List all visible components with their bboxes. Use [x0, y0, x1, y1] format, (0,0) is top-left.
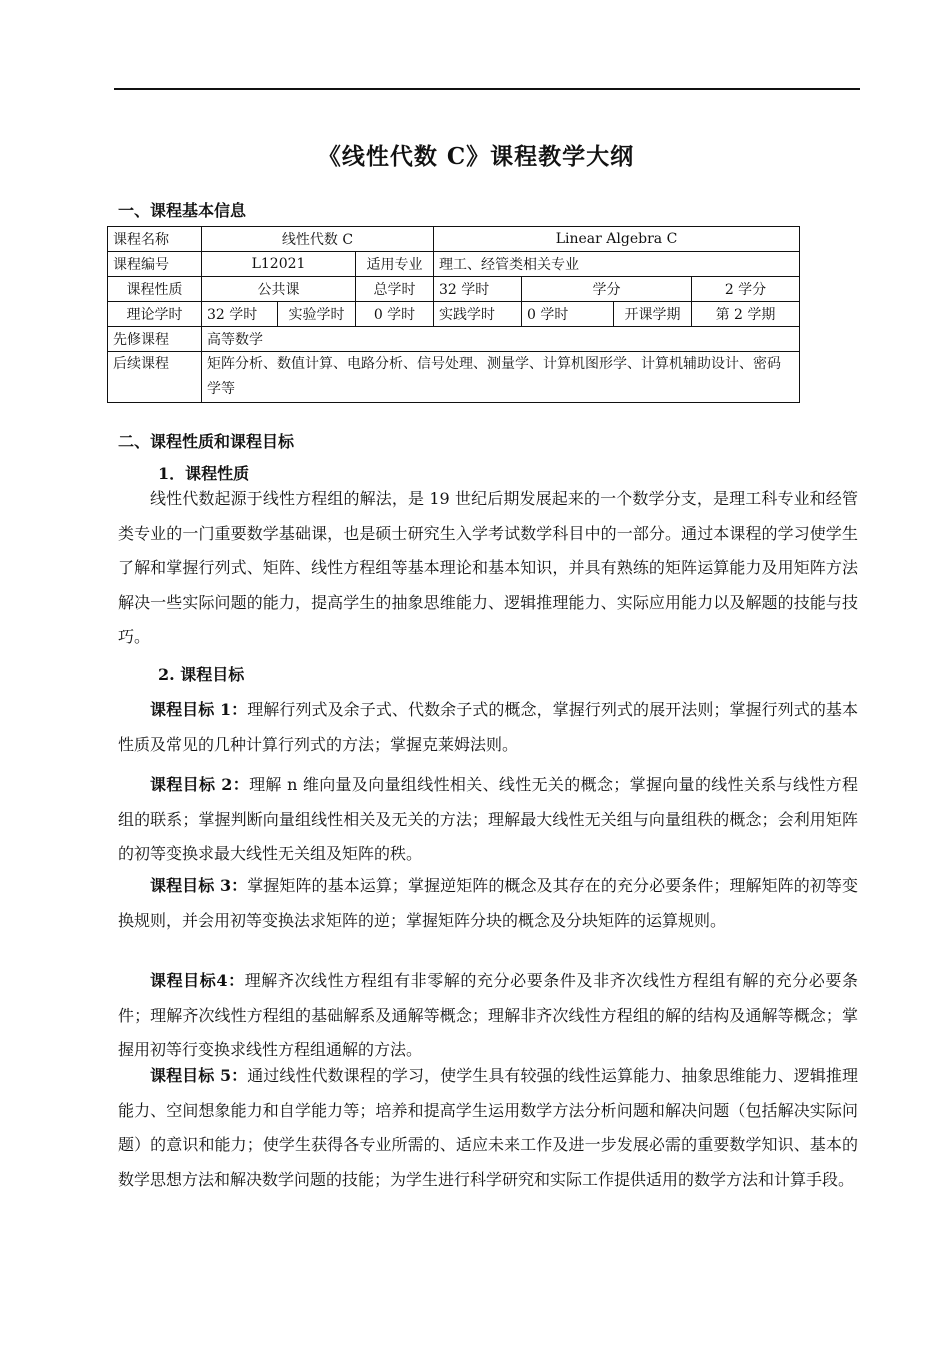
course-goal-4 — [118, 964, 858, 1068]
total-hours-label: 总学时 — [356, 277, 434, 302]
goal-text: 理解 n 维向量及向量组线性相关、线性无关的概念；掌握向量的线性关系与线性方程组的联系；掌握判断向量组线性相关及无关的方法；理解最大线性无关组与向量组秩的概念；会利用矩阵的初等变换求最大线性无关组及矩阵的秩。 — [118, 775, 858, 863]
goal-label: 课程目标4： — [150, 971, 245, 990]
course-code: L12021 — [202, 252, 356, 277]
nature: 公共课 — [202, 277, 356, 302]
course-name-en: Linear Algebra C — [434, 227, 800, 252]
subheading-course-nature: 1．课程性质 — [158, 464, 250, 483]
followup: 矩阵分析、数值计算、电路分析、信号处理、测量学、计算机图形学、计算机辅助设计、密码学等 — [202, 352, 800, 403]
goal-label: 课程目标 3： — [150, 876, 248, 895]
total-hours: 32 学时 — [434, 277, 522, 302]
course-code-label: 课程编号 — [108, 252, 202, 277]
goal-text: 通过线性代数课程的学习，使学生具有较强的线性运算能力、抽象思维能力、逻辑推理能力、空间想象能力和自学能力等；培养和提高学生运用数学方法分析问题和解决问题（包括解决实际问题）的意识和能力；使学生获得各专业所需的、适应未来工作及进一步发展必需的重要数学知识、基本的数学思想方法和解决数学问题的技能；为学生进行科学研究和实际工作提供适用的数学方法和计算手段。 — [118, 1066, 858, 1189]
course-nature-paragraph: 线性代数起源于线性方程组的解法，是 19 世纪后期发展起来的一个数学分支，是理工科专业和经管类专业的一门重要数学基础课，也是硕士研究生入学考试数学科目中的一部分。通过本课程的学习使学生了解和掌握行列式、矩阵、线性方程组等基本理论和基本知识，并具有熟练的矩阵运算能力及用矩阵方法解决一些实际问题的能力，提高学生的抽象思维能力、逻辑推理能力、实际应用能力以及解题的技能与技巧。 — [118, 489, 858, 646]
document-title: 《线性代数 C》课程教学大纲 — [317, 143, 635, 170]
section-heading-nature-goals: 二、课程性质和课程目标 — [118, 432, 295, 451]
major-label: 适用专业 — [356, 252, 434, 277]
lab-hours: 0 学时 — [356, 302, 434, 327]
practice-hours-label: 实践学时 — [434, 302, 522, 327]
term: 第 2 学期 — [692, 302, 800, 327]
course-name-cn: 线性代数 C — [202, 227, 434, 252]
goal-text: 掌握矩阵的基本运算；掌握逆矩阵的概念及其存在的充分必要条件；理解矩阵的初等变换规则，并会用初等变换法求矩阵的逆；掌握矩阵分块的概念及分块矩阵的运算规则。 — [118, 876, 858, 930]
course-goal-2 — [118, 768, 858, 872]
followup-label: 后续课程 — [108, 352, 202, 403]
header-rule — [114, 88, 860, 90]
theory-hours-label: 理论学时 — [108, 302, 202, 327]
practice-hours: 0 学时 — [522, 302, 614, 327]
course-name-label: 课程名称 — [108, 227, 202, 252]
goal-label: 课程目标 1： — [150, 700, 248, 719]
course-info-table — [107, 226, 800, 403]
nature-label: 课程性质 — [108, 277, 202, 302]
course-goal-3 — [118, 869, 858, 938]
section-heading-basic-info: 一、课程基本信息 — [118, 201, 247, 220]
course-goal-5 — [118, 1059, 858, 1197]
credits-label: 学分 — [522, 277, 692, 302]
prereq: 高等数学 — [202, 327, 800, 352]
major: 理工、经管类相关专业 — [434, 252, 800, 277]
goal-text: 理解行列式及余子式、代数余子式的概念，掌握行列式的展开法则；掌握行列式的基本性质及常见的几种计算行列式的方法；掌握克莱姆法则。 — [118, 700, 858, 754]
theory-hours: 32 学时 — [202, 302, 278, 327]
course-goal-1 — [118, 693, 858, 762]
goal-text: 理解齐次线性方程组有非零解的充分必要条件及非齐次线性方程组有解的充分必要条件；理解齐次线性方程组的基础解系及通解等概念；理解非齐次线性方程组的解的结构及通解等概念；掌握用初等行变换求线性方程组通解的方法。 — [118, 971, 858, 1059]
goal-label: 课程目标 5： — [150, 1066, 248, 1085]
lab-hours-label: 实验学时 — [278, 302, 356, 327]
credits: 2 学分 — [692, 277, 800, 302]
subheading-course-goals: 2. 课程目标 — [158, 665, 245, 684]
goal-label: 课程目标 2： — [150, 775, 250, 794]
term-label: 开课学期 — [614, 302, 692, 327]
prereq-label: 先修课程 — [108, 327, 202, 352]
